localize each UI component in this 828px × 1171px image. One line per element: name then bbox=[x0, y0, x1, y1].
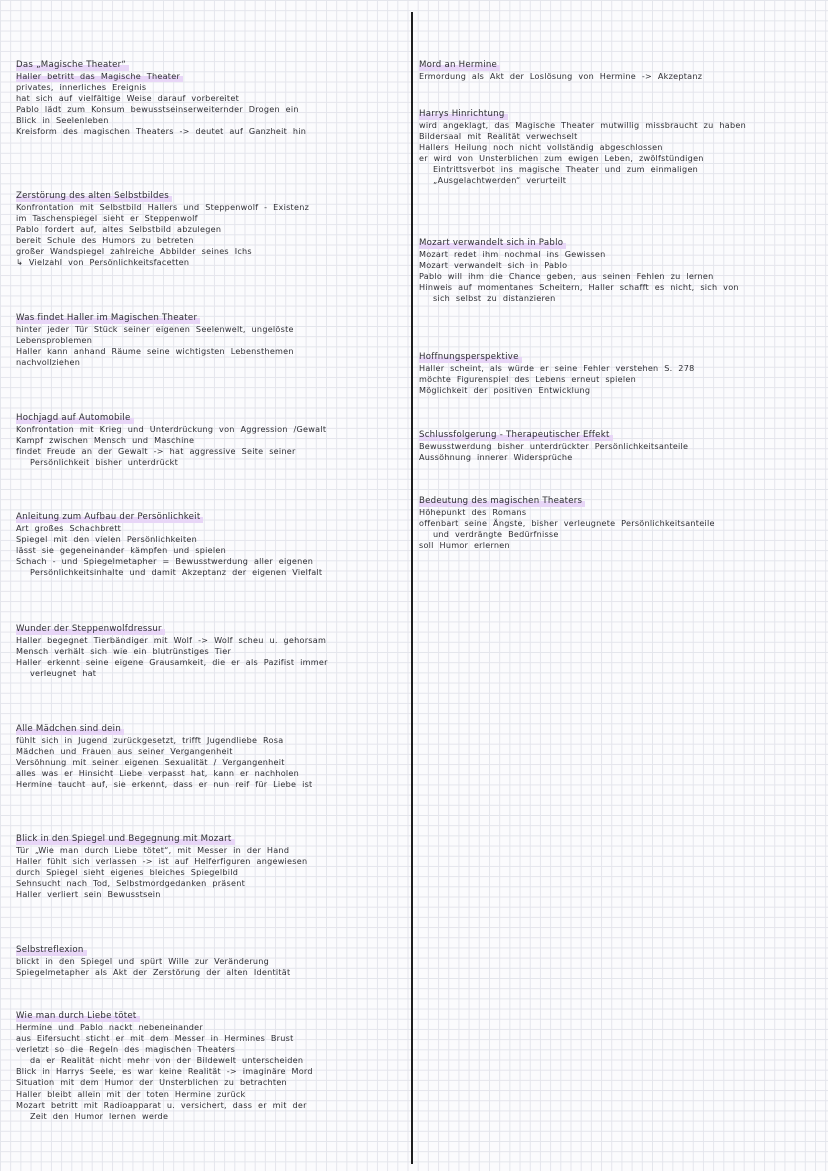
note-section bbox=[419, 101, 819, 187]
section-heading: Harrys Hinrichtung bbox=[419, 109, 508, 120]
note-line: Konfrontation mit Krieg und Unterdrückung von Aggression /Gewalt bbox=[16, 424, 327, 434]
note-line: privates, innerliches Ereignis bbox=[16, 82, 147, 93]
note-line: Mozart redet ihm nochmal ins Gewissen bbox=[419, 249, 606, 259]
section-heading: Anleitung zum Aufbau der Persönlichkeit bbox=[16, 512, 203, 523]
note-line: Hermine und Pablo nackt nebeneinander bbox=[16, 1022, 203, 1032]
section-heading: Hochjagd auf Automobile bbox=[16, 413, 134, 424]
note-section bbox=[16, 183, 404, 269]
note-line: Schach - und Spiegelmetapher = Bewusstwerdung aller eigenen bbox=[16, 556, 314, 567]
note-line: Persönlichkeit bisher unterdrückt bbox=[30, 457, 179, 468]
note-line: Haller erkennt seine eigene Grausamkeit, die er als Pazifist immer bbox=[16, 657, 328, 668]
note-section bbox=[16, 937, 404, 978]
note-line: Haller fühlt sich verlassen -> ist auf Helferfiguren angewiesen bbox=[16, 856, 308, 867]
note-line: Eintrittsverbot ins magische Theater und zum einmaligen bbox=[433, 164, 699, 175]
note-line: er wird von Unsterblichen zum ewigen Leben, zwölfstündigen bbox=[419, 153, 704, 164]
note-line: sich selbst zu distanzieren bbox=[433, 293, 556, 304]
note-line: fühlt sich in Jugend zurückgesetzt, trifft Jugendliebe Rosa bbox=[16, 735, 284, 745]
section-heading: Schlussfolgerung - Therapeutischer Effekt bbox=[419, 430, 613, 441]
note-line: Mensch verhält sich wie ein blutrünstiges Tier bbox=[16, 646, 232, 657]
note-line: und verdrängte Bedürfnisse bbox=[433, 529, 559, 540]
note-line: Blick in Harrys Seele, es war keine Realität -> imaginäre Mord bbox=[16, 1066, 313, 1077]
note-section bbox=[419, 488, 819, 551]
note-line: Hermine taucht auf, sie erkennt, dass er nun reif für Liebe ist bbox=[16, 779, 313, 790]
note-section bbox=[419, 52, 819, 82]
note-section bbox=[16, 616, 404, 679]
note-section bbox=[16, 716, 404, 790]
note-line: Möglichkeit der positiven Entwicklung bbox=[419, 385, 591, 396]
note-line: Spiegel mit den vielen Persönlichkeiten bbox=[16, 534, 198, 545]
section-heading: Hoffnungsperspektive bbox=[419, 352, 522, 363]
note-line: Persönlichkeitsinhalte und damit Akzeptanz der eigenen Vielfalt bbox=[30, 567, 323, 578]
note-section bbox=[16, 405, 404, 468]
section-heading: Was findet Haller im Magischen Theater bbox=[16, 313, 200, 324]
section-heading: Blick in den Spiegel und Begegnung mit Mozart bbox=[16, 834, 235, 845]
note-line: Haller scheint, als würde er seine Fehler verstehen S. 278 bbox=[419, 363, 695, 373]
section-heading: Das „Magische Theater“ bbox=[16, 60, 129, 71]
note-line: Höhepunkt des Romans bbox=[419, 507, 527, 517]
section-heading: Wunder der Steppenwolfdressur bbox=[16, 624, 165, 635]
note-line: Mozart verwandelt sich in Pablo bbox=[419, 260, 568, 271]
note-line: hinter jeder Tür Stück seiner eigenen Seelenwelt, ungelöste bbox=[16, 324, 294, 334]
note-section bbox=[16, 305, 404, 368]
note-line: Ermordung als Akt der Loslösung von Hermine -> Akzeptanz bbox=[419, 71, 703, 81]
note-line: Kampf zwischen Mensch und Maschine bbox=[16, 435, 195, 446]
note-line: im Taschenspiegel sieht er Steppenwolf bbox=[16, 213, 198, 224]
note-line: ↳ Vielzahl von Persönlichkeitsfacetten bbox=[16, 257, 190, 268]
note-line: Tür „Wie man durch Liebe tötet“, mit Messer in der Hand bbox=[16, 845, 290, 855]
note-line: Blick in Seelenleben bbox=[16, 115, 109, 126]
note-line: Mädchen und Frauen aus seiner Vergangenheit bbox=[16, 746, 233, 757]
note-line: Pablo will ihm die Chance geben, aus seinen Fehlen zu lernen bbox=[419, 271, 714, 282]
section-heading: Selbstreflexion bbox=[16, 945, 87, 956]
note-line: Haller kann anhand Räume seine wichtigsten Lebensthemen bbox=[16, 346, 294, 357]
note-line: Zeit den Humor lernen werde bbox=[30, 1110, 169, 1121]
section-heading: Bedeutung des magischen Theaters bbox=[419, 496, 585, 507]
note-line: Kreisform des magischen Theaters -> deutet auf Ganzheit hin bbox=[16, 126, 307, 137]
note-line: Art großes Schachbrett bbox=[16, 523, 122, 533]
note-line: verletzt so die Regeln des magischen Theaters bbox=[16, 1044, 236, 1055]
note-line: Konfrontation mit Selbstbild Hallers und Steppenwolf - Existenz bbox=[16, 202, 310, 212]
note-line: Mozart betritt mit Radioapparat u. versichert, dass er mit der bbox=[16, 1099, 307, 1110]
section-heading: Wie man durch Liebe tötet bbox=[16, 1011, 140, 1022]
note-section bbox=[419, 344, 819, 396]
note-line: Versöhnung mit seiner eigenen Sexualität / Vergangenheit bbox=[16, 757, 285, 768]
section-heading: Alle Mädchen sind dein bbox=[16, 724, 124, 735]
note-section bbox=[419, 230, 819, 304]
note-line: Haller begegnet Tierbändiger mit Wolf -> Wolf scheu u. gehorsam bbox=[16, 635, 327, 645]
note-line: möchte Figurenspiel des Lebens erneut spielen bbox=[419, 374, 637, 385]
note-line: nachvollziehen bbox=[16, 357, 81, 368]
note-line: „Ausgelachtwerden“ verurteilt bbox=[433, 175, 567, 186]
note-line: wird angeklagt, das Magische Theater mutwillig missbraucht zu haben bbox=[419, 120, 746, 130]
note-line: Situation mit dem Humor der Unsterblichen zu betrachten bbox=[16, 1077, 287, 1088]
note-line: Haller bleibt allein mit der toten Hermine zurück bbox=[16, 1088, 246, 1099]
note-line: blickt in den Spiegel und spürt Wille zur Veränderung bbox=[16, 956, 270, 966]
note-line: soll Humor erlernen bbox=[419, 540, 510, 551]
note-line: Bildersaal mit Realität verwechselt bbox=[419, 131, 578, 142]
section-heading: Mozart verwandelt sich in Pablo bbox=[419, 238, 566, 249]
note-section bbox=[16, 504, 404, 578]
note-line: hat sich auf vielfältige Weise darauf vorbereitet bbox=[16, 93, 240, 104]
note-line: großer Wandspiegel zahlreiche Abbilder seines Ichs bbox=[16, 246, 252, 257]
note-section bbox=[16, 826, 404, 900]
note-line: durch Spiegel sieht eigenes bleiches Spiegelbild bbox=[16, 867, 239, 878]
note-section bbox=[16, 52, 404, 138]
note-line: verleugnet hat bbox=[30, 668, 97, 679]
note-line: bereit Schule des Humors zu betreten bbox=[16, 235, 194, 246]
note-line: Pablo lädt zum Konsum bewusstseinserweiternder Drogen ein bbox=[16, 104, 299, 115]
note-line: Lebensproblemen bbox=[16, 335, 93, 346]
note-line: da er Realität nicht mehr von der Bildewelt unterscheiden bbox=[30, 1055, 304, 1066]
note-line: Hinweis auf momentanes Scheitern, Haller schafft es nicht, sich von bbox=[419, 282, 739, 293]
note-line: Haller betritt das Magische Theater bbox=[16, 71, 404, 82]
note-line: Bewusstwerdung bisher unterdrückter Persönlichkeitsanteile bbox=[419, 441, 689, 451]
note-line: aus Eifersucht sticht er mit dem Messer in Hermines Brust bbox=[16, 1033, 294, 1044]
section-heading: Zerstörung des alten Selbstbildes bbox=[16, 191, 172, 202]
note-line: findet Freude an der Gewalt -> hat aggressive Seite seiner bbox=[16, 446, 296, 457]
note-section bbox=[419, 422, 819, 463]
note-line: Haller verliert sein Bewusstsein bbox=[16, 889, 161, 900]
note-line: Spiegelmetapher als Akt der Zerstörung der alten Identität bbox=[16, 967, 291, 978]
note-line: offenbart seine Ängste, bisher verleugnete Persönlichkeitsanteile bbox=[419, 518, 715, 529]
note-line: Aussöhnung innerer Widersprüche bbox=[419, 452, 573, 463]
note-line: lässt sie gegeneinander kämpfen und spielen bbox=[16, 545, 226, 556]
note-line: Pablo fordert auf, altes Selbstbild abzulegen bbox=[16, 224, 222, 235]
note-line: alles was er Hinsicht Liebe verpasst hat, kann er nachholen bbox=[16, 768, 300, 779]
column-divider bbox=[411, 12, 413, 1164]
section-heading: Mord an Hermine bbox=[419, 60, 500, 71]
note-section bbox=[16, 1003, 404, 1122]
note-line: Hallers Heilung noch nicht vollständig abgeschlossen bbox=[419, 142, 663, 153]
note-line: Sehnsucht nach Tod, Selbstmordgedanken präsent bbox=[16, 878, 245, 889]
